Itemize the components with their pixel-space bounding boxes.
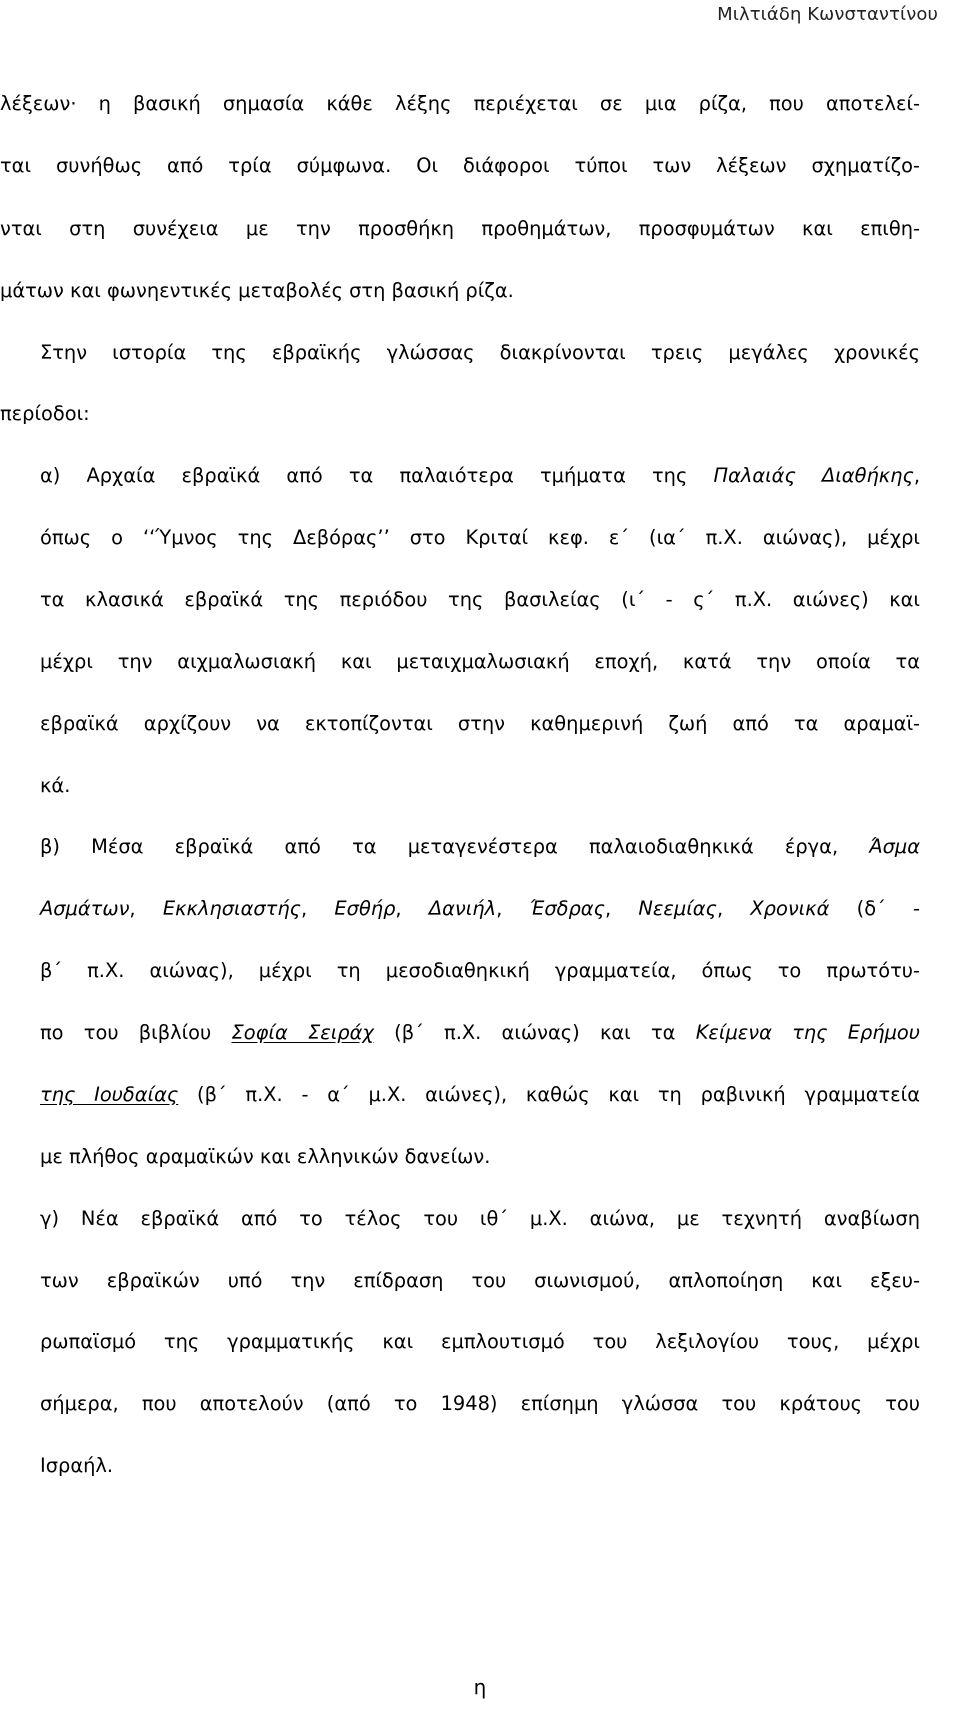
page-number: η <box>473 1675 487 1699</box>
text-run: πο του βιβλίου <box>40 1021 232 1044</box>
emphasized-text: Σοφία Σειράχ <box>231 1021 374 1044</box>
emphasized-text: της Ιουδαίας <box>40 1083 179 1106</box>
emphasized-text: Άσμα <box>869 835 920 858</box>
text-run: όπως ο ‘‘Ύμνος της Δεβόρας’’ στο Κριταί κεφ. ε΄ (ια΄ π.Χ. αιώνας), μέχρι <box>40 526 920 549</box>
text-run: μάτων και φωνηεντικές μεταβολές στη βασική ρίζα. <box>0 279 514 302</box>
text-run: περίοδοι: <box>0 402 90 425</box>
emphasized-text: Εκκλησιαστής <box>162 897 301 920</box>
text-run: (β΄ π.Χ. - α΄ μ.Χ. αιώνες), καθώς και τη ραβινική γραμματεία <box>178 1083 921 1106</box>
text-run: , <box>604 897 639 920</box>
text-line <box>40 1085 920 1104</box>
text-run: των εβραϊκών υπό την επίδραση του σιωνισμού, απλοποίηση και εξευ- <box>40 1269 920 1292</box>
text-line <box>0 219 920 238</box>
text-run: κά. <box>40 774 71 797</box>
text-line <box>40 1023 920 1042</box>
text-line <box>0 156 920 175</box>
text-line <box>40 1271 920 1290</box>
emphasized-text: Παλαιάς Διαθήκης <box>713 464 914 487</box>
text-run: , <box>913 464 921 487</box>
text-line <box>40 466 920 485</box>
text-line <box>40 652 920 671</box>
text-run: α) Αρχαία εβραϊκά από τα παλαιότερα τμήματα της <box>40 464 714 487</box>
emphasized-text: Δανιήλ <box>428 897 497 920</box>
text-run: τα κλασικά εβραϊκά της περιόδου της βασιλείας (ι΄ - ς΄ π.Χ. αιώνες) και <box>40 588 920 611</box>
text-line <box>0 94 920 113</box>
text-line <box>40 1394 920 1413</box>
text-run: ρωπαϊσμό της γραμματικής και εμπλουτισμό του λεξιλογίου τους, μέχρι <box>40 1330 920 1353</box>
text-line <box>0 281 514 300</box>
text-line <box>40 590 920 609</box>
text-run: σήμερα, που αποτελούν (από το 1948) επίσημη γλώσσα του κράτους του <box>40 1392 920 1415</box>
running-header-author: Μιλτιάδη Κωνσταντίνου <box>717 4 938 25</box>
text-line <box>40 1147 490 1166</box>
emphasized-text: Νεεμίας <box>638 897 717 920</box>
emphasized-text: Ασμάτων <box>40 897 130 920</box>
text-run: λέξεων· η βασική σημασία κάθε λέξης περιέχεται σε μια ρίζα, που αποτελεί- <box>0 92 920 115</box>
emphasized-text: Κείμενα της Ερήμου <box>695 1021 920 1044</box>
text-line <box>40 1456 113 1475</box>
text-line <box>40 899 920 918</box>
text-run: με πλήθος αραμαϊκών και ελληνικών δανείων. <box>40 1145 491 1168</box>
text-line <box>40 343 920 362</box>
text-line <box>40 714 920 733</box>
text-line <box>40 776 70 795</box>
text-run: , <box>716 897 751 920</box>
text-line <box>40 1332 920 1351</box>
text-run: ται συνήθως από τρία σύμφωνα. Οι διάφοροι τύποι των λέξεων σχηματίζο- <box>0 154 920 177</box>
text-run: Στην ιστορία της εβραϊκής γλώσσας διακρίνονται τρεις μεγάλες χρονικές <box>40 341 920 364</box>
text-run: γ) Νέα εβραϊκά από το τέλος του ιθ΄ μ.Χ. αιώνα, με τεχνητή αναβίωση <box>40 1207 920 1230</box>
text-run: , <box>300 897 335 920</box>
text-run: β΄ π.Χ. αιώνας), μέχρι τη μεσοδιαθηκική γραμματεία, όπως το πρωτότυ- <box>40 959 920 982</box>
text-line <box>40 528 920 547</box>
text-run: , <box>395 897 429 920</box>
emphasized-text: Εσθήρ <box>334 897 396 920</box>
text-line <box>0 404 90 423</box>
text-run: , <box>496 897 530 920</box>
text-run: μέχρι την αιχμαλωσιακή και μεταιχμαλωσιακή εποχή, κατά την οποία τα <box>40 650 920 673</box>
text-run: Ισραήλ. <box>40 1454 114 1477</box>
text-run: (δ΄ - <box>829 897 921 920</box>
text-line <box>40 961 920 980</box>
emphasized-text: Έσδρας <box>529 897 605 920</box>
emphasized-text: Χρονικά <box>750 897 830 920</box>
text-run: εβραϊκά αρχίζουν να εκτοπίζονται στην καθημερινή ζωή από τα αραμαϊ- <box>40 712 920 735</box>
text-run: (β΄ π.Χ. αιώνας) και τα <box>373 1021 696 1044</box>
text-line <box>40 837 920 856</box>
text-run: , <box>129 897 163 920</box>
text-run: νται στη συνέχεια με την προσθήκη προθημάτων, προσφυμάτων και επιθη- <box>0 217 920 240</box>
text-line <box>40 1209 920 1228</box>
text-run: β) Μέσα εβραϊκά από τα μεταγενέστερα παλαιοδιαθηκικά έργα, <box>40 835 870 858</box>
